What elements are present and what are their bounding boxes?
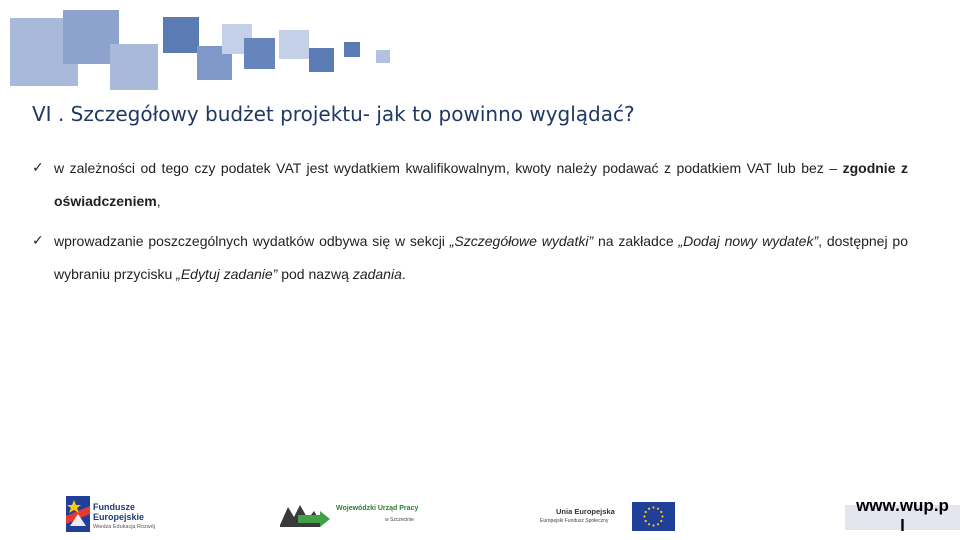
eu-star xyxy=(643,515,645,517)
check-icon: ✓ xyxy=(32,233,44,249)
eu-star xyxy=(645,520,647,522)
eu-flag-icon xyxy=(632,502,675,531)
deco-square xyxy=(376,50,390,63)
eu-star xyxy=(660,520,662,522)
fe-logo-icon xyxy=(66,496,90,532)
deco-square xyxy=(244,38,275,69)
eu-star xyxy=(660,511,662,513)
check-icon: ✓ xyxy=(32,160,44,176)
deco-square xyxy=(110,44,158,90)
page-title: VI . Szczegółowy budżet projektu- jak to powinno wyglądać? xyxy=(32,102,635,126)
eu-star xyxy=(652,506,654,508)
bullet-item xyxy=(32,225,908,291)
fe-logo-subtitle: Wiedza Edukacja Rozwój xyxy=(93,524,156,530)
wup-logo-subtitle: w Szczecinie xyxy=(385,517,414,523)
bullet-text: w zależności od tego czy podatek VAT jest wydatkiem kwalifikowalnym, kwoty należy podawać z podatkiem VAT lub bez – zgodnie z oświadczeniem, xyxy=(54,160,908,209)
eu-star xyxy=(645,511,647,513)
deco-square xyxy=(279,30,309,59)
website-link[interactable]: www.wup.p l xyxy=(856,496,949,535)
wup-logo-icon xyxy=(280,501,330,527)
eu-logo-text: Unia Europejska xyxy=(556,507,615,516)
fe-logo-text: Fundusze Europejskie xyxy=(93,502,145,522)
eu-star xyxy=(648,508,650,510)
eu-star xyxy=(657,508,659,510)
wup-logo-text: Wojewódzki Urząd Pracy xyxy=(336,505,419,512)
eu-star xyxy=(652,524,654,526)
eu-star xyxy=(657,523,659,525)
eu-star xyxy=(648,523,650,525)
deco-square xyxy=(344,42,360,57)
eu-logo-subtitle: Europejski Fundusz Społeczny xyxy=(540,518,609,524)
deco-square xyxy=(163,17,199,53)
deco-square xyxy=(309,48,334,72)
bullet-item xyxy=(32,152,908,218)
eu-star xyxy=(661,515,663,517)
bullet-text: wprowadzanie poszczególnych wydatków odbywa się w sekcji „Szczegółowe wydatki” na zakładce „Dodaj nowy wydatek”, dostępnej po wybraniu przycisku „Edytuj zadanie” pod nazwą zadania. xyxy=(54,233,908,282)
